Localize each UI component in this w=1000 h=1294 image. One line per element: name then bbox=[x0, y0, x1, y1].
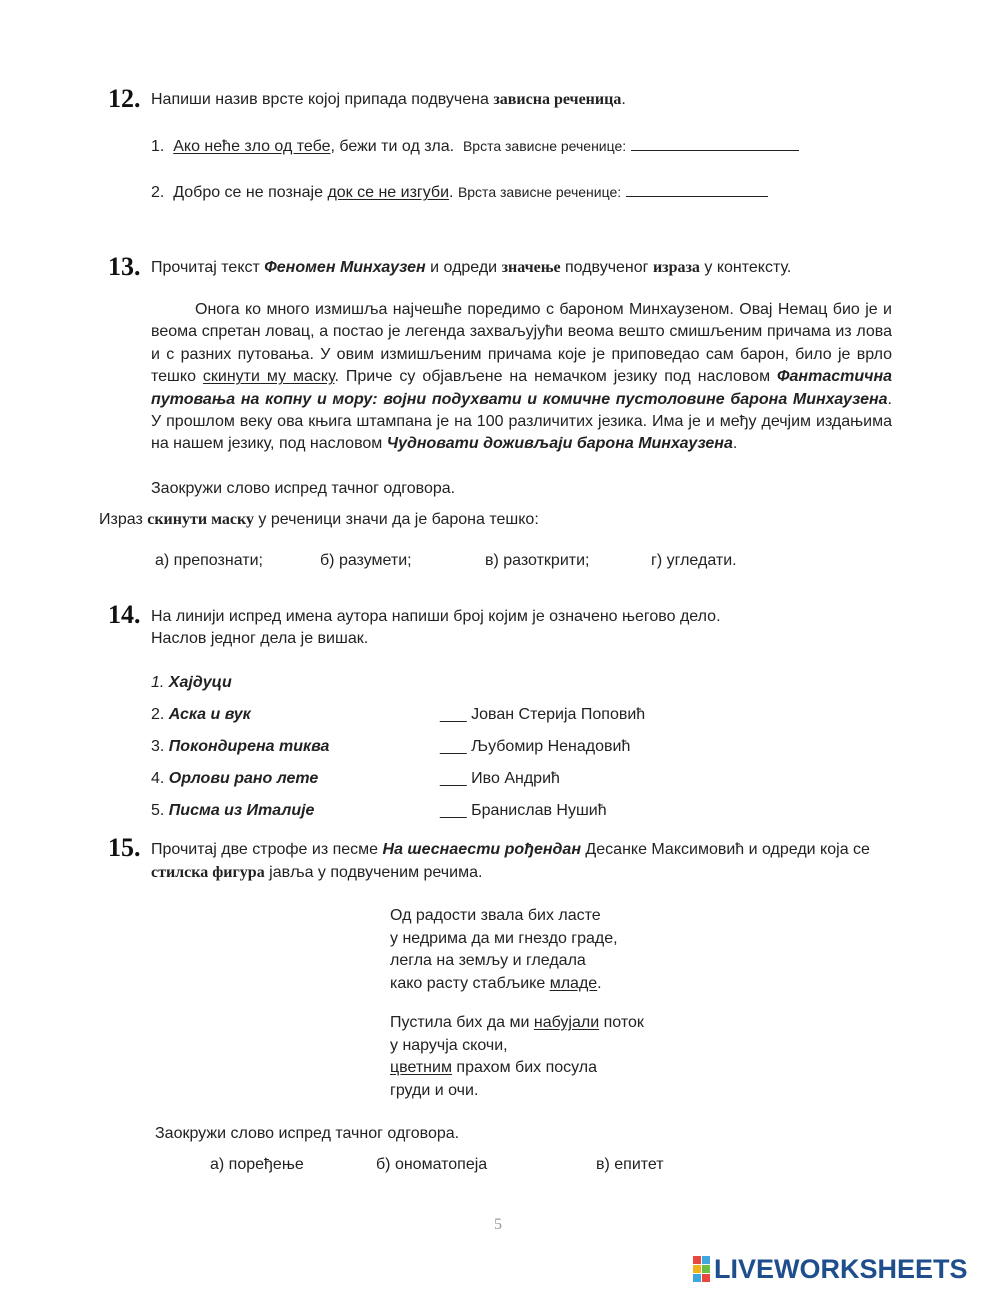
q14-work-2 bbox=[151, 706, 251, 724]
q14-author-name: Љубомир Ненадовић bbox=[471, 738, 631, 755]
q13-option-a[interactable]: а) препознати; bbox=[155, 552, 263, 569]
poem-line: у наручја скочи, bbox=[390, 1036, 508, 1054]
q13-prompt-d: подвученог bbox=[560, 259, 653, 276]
q13-question-a: Израз bbox=[99, 511, 148, 528]
q12-item1-label: Врста зависне реченице: bbox=[462, 138, 627, 154]
q12-item-1 bbox=[151, 136, 799, 156]
q14-author-4 bbox=[440, 802, 607, 820]
q14-work-5 bbox=[151, 802, 314, 820]
q13-text-title2: Чудновати доживљаји барона Минхаузена bbox=[386, 435, 733, 453]
q15-prompt-c: стилска фигура bbox=[151, 864, 265, 881]
q13-option-c[interactable]: в) разоткрити; bbox=[485, 552, 590, 569]
q13-question-b: скинути маску bbox=[147, 511, 254, 528]
q14-author-answer-blank[interactable]: ___ bbox=[440, 802, 467, 819]
q13-prompt-c: значење bbox=[501, 259, 561, 276]
q14-author-answer-blank[interactable]: ___ bbox=[440, 706, 467, 723]
q14-work-title: Хајдуци bbox=[168, 674, 232, 691]
poem-line: Од радости звала бих ласте bbox=[390, 907, 601, 924]
poem-line: груди и очи. bbox=[390, 1081, 479, 1099]
poem-line-post: поток bbox=[599, 1014, 644, 1031]
q13-text-4: . bbox=[732, 435, 738, 453]
poem-line: у недрима да ми гнездо граде, bbox=[390, 929, 618, 947]
q14-work-num: 5. bbox=[151, 802, 165, 819]
q13-prompt-a: Прочитај текст bbox=[151, 259, 265, 276]
poem-line-pre: Пустила бих да ми bbox=[390, 1014, 534, 1031]
q14-author-2 bbox=[440, 738, 630, 756]
q12-item2-pre: Добро се не познаје bbox=[173, 184, 328, 201]
poem-underlined-word: набујали bbox=[533, 1014, 600, 1031]
poem-line-post: прахом бих посула bbox=[451, 1059, 598, 1076]
poem-line bbox=[390, 1012, 644, 1035]
q12-item2-rest: . bbox=[449, 184, 454, 201]
q13-text-underlined: скинути му маску bbox=[202, 368, 335, 386]
q15-prompt-line2 bbox=[151, 864, 482, 882]
q13-prompt-title: Феномен Минхаузен bbox=[264, 259, 426, 276]
q13-text-title1: Фантастична путовања на копну и мору: војни подухвати и комичне пустоловине барона Минхаузена bbox=[151, 368, 892, 408]
q12-number: 12. bbox=[108, 84, 141, 113]
q12-prompt-b: зависна реченица bbox=[493, 91, 622, 108]
q12-item1-answer-line[interactable] bbox=[631, 136, 799, 151]
q13-text-2: . Приче су објављене на немачком језику под насловом bbox=[334, 368, 778, 386]
logo-text: LIVEWORKSHEETS bbox=[714, 1253, 968, 1284]
q15-stanza-1 bbox=[390, 905, 618, 995]
q12-prompt-c: . bbox=[621, 91, 626, 108]
q14-work-1 bbox=[151, 674, 232, 692]
page-number: 5 bbox=[494, 1216, 502, 1233]
q14-work-num: 1. bbox=[151, 674, 165, 691]
poem-line bbox=[390, 973, 618, 996]
q13-text-3: . У прошлом веку ова књига штампана је на 100 различитих језика. Има је и међу дечјим издањима на нашем језику, под насловом bbox=[151, 390, 892, 453]
q15-option-c[interactable]: в) епитет bbox=[596, 1156, 664, 1173]
q15-option-b[interactable]: б) ономатопеја bbox=[376, 1156, 488, 1173]
q12-item2-num: 2. bbox=[151, 184, 165, 201]
q15-option-a[interactable]: а) поређење bbox=[210, 1156, 304, 1173]
q12-prompt bbox=[151, 91, 626, 109]
q14-author-answer-blank[interactable]: ___ bbox=[440, 738, 467, 755]
poem-line: легла на земљу и гледала bbox=[390, 952, 586, 969]
q14-author-answer-blank[interactable]: ___ bbox=[440, 770, 467, 787]
q14-author-3 bbox=[440, 770, 560, 788]
q12-item1-clause: Ако неће зло од тебе bbox=[173, 138, 331, 155]
logo-blocks-icon bbox=[693, 1256, 710, 1282]
q14-work-title: Аска и вук bbox=[168, 706, 251, 723]
q15-prompt-line1 bbox=[151, 841, 870, 859]
q15-prompt-title: На шеснаести рођендан bbox=[382, 841, 581, 858]
q15-prompt-d: јавља у подвученим речима. bbox=[264, 864, 483, 881]
q12-item1-num: 1. bbox=[151, 138, 165, 155]
q15-instruction: Заокружи слово испред тачног одговора. bbox=[155, 1125, 460, 1142]
q12-item-2 bbox=[151, 182, 768, 202]
q12-item1-rest: , бежи ти од зла. bbox=[330, 138, 455, 155]
q14-work-title: Орлови рано лете bbox=[168, 770, 319, 787]
q13-prompt-f: у контексту. bbox=[699, 259, 792, 276]
poem-underlined-word: младе bbox=[549, 974, 598, 992]
q14-author-name: Јован Стерија Поповић bbox=[471, 706, 646, 723]
q14-work-num: 2. bbox=[151, 706, 165, 723]
q14-author-name: Бранислав Нушић bbox=[471, 802, 607, 819]
q14-work-title: Писма из Италије bbox=[168, 802, 315, 819]
q14-work-num: 3. bbox=[151, 738, 165, 755]
poem-line bbox=[390, 1057, 644, 1080]
q13-question-c: у реченици значи да је барона тешко: bbox=[253, 511, 539, 528]
q14-author-name: Иво Андрић bbox=[471, 770, 560, 787]
q15-prompt-a: Прочитај две строфе из песме bbox=[151, 841, 383, 858]
poem-underlined-word: цветним bbox=[390, 1059, 452, 1076]
q13-question bbox=[99, 511, 539, 529]
q12-item2-answer-line[interactable] bbox=[626, 182, 768, 197]
q13-instruction: Заокружи слово испред тачног одговора. bbox=[151, 480, 456, 497]
q14-author-1 bbox=[440, 706, 645, 724]
q13-option-b[interactable]: б) разумети; bbox=[320, 552, 412, 569]
q14-number: 14. bbox=[108, 600, 141, 629]
q12-item2-label: Врста зависне реченице: bbox=[457, 184, 622, 200]
q13-prompt-b: и одреди bbox=[425, 259, 502, 276]
poem-line-post: . bbox=[597, 974, 602, 992]
q15-prompt-b: Десанке Максимовић и одреди која се bbox=[580, 841, 870, 858]
liveworksheets-logo[interactable] bbox=[693, 1255, 968, 1283]
q12-item2-clause: док се не изгуби bbox=[327, 184, 450, 201]
poem-line-pre: како расту стабљике bbox=[390, 974, 550, 992]
q15-stanza-2 bbox=[390, 1012, 644, 1102]
q14-work-3 bbox=[151, 738, 329, 756]
q13-option-d[interactable]: г) угледати. bbox=[651, 552, 737, 569]
q14-work-num: 4. bbox=[151, 770, 165, 787]
q13-reading-text bbox=[151, 299, 892, 456]
q13-text-1: Онога ко много измишља најчешће поредимо с бароном Минхаузеном. Овај Немац био је и веома спретан ловац, а постао је легенда захваљујући веома вешто смишљеним причама из лова и с разних путовања. У овим измишљеним причама које је приповедао сам барон, било је врло тешко bbox=[151, 301, 892, 386]
q12-prompt-a: Напиши назив врсте којој припада подвучена bbox=[151, 91, 494, 108]
q14-prompt-line2: Наслов једног дела је вишак. bbox=[151, 630, 369, 647]
q14-work-title: Покондирена тиква bbox=[168, 738, 330, 755]
q15-number: 15. bbox=[108, 833, 141, 862]
q14-prompt-line1: На линији испред имена аутора напиши број којим је означено његово дело. bbox=[151, 608, 721, 625]
q13-prompt bbox=[151, 259, 791, 277]
q14-work-4 bbox=[151, 770, 318, 788]
q13-number: 13. bbox=[108, 252, 141, 281]
q13-prompt-e: израза bbox=[652, 259, 700, 276]
